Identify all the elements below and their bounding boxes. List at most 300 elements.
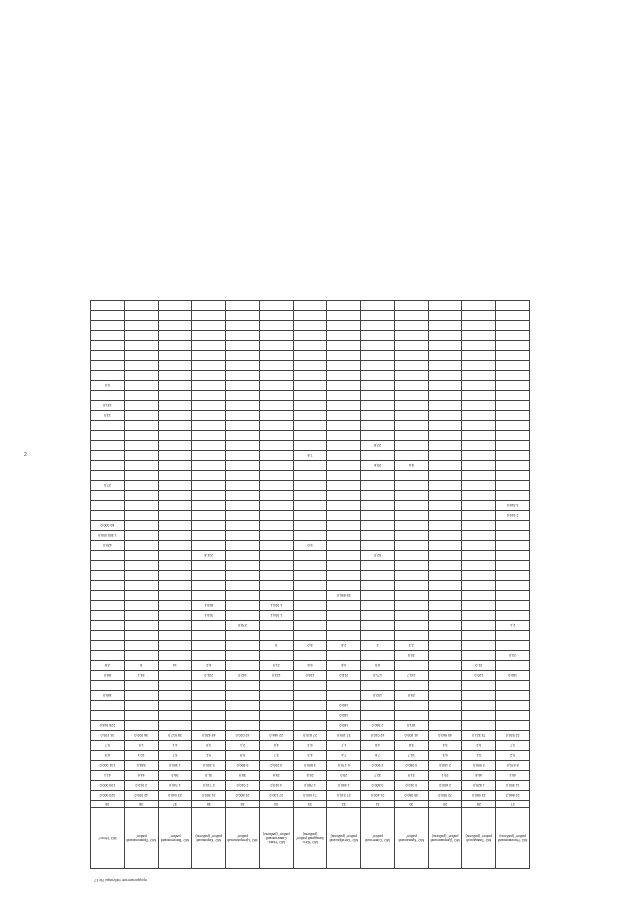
table-cell: 3 200,0 <box>259 761 293 771</box>
table-cell <box>428 531 462 541</box>
table-cell: 3,8 <box>394 741 428 751</box>
table-cell: 3,7 <box>259 751 293 761</box>
table-cell <box>327 301 361 311</box>
table-cell <box>91 441 125 451</box>
table-cell <box>226 701 260 711</box>
table-row <box>91 531 530 541</box>
table-cell <box>124 691 158 701</box>
table-cell <box>462 521 496 531</box>
table-row <box>91 641 530 651</box>
table-cell <box>462 571 496 581</box>
table-cell: 131 000,0 <box>91 761 125 771</box>
table-cell <box>226 491 260 501</box>
table-cell <box>124 651 158 661</box>
table-cell: 5,5 <box>91 381 125 391</box>
table-row <box>91 611 530 621</box>
table-cell <box>327 401 361 411</box>
table-cell <box>124 621 158 631</box>
table-cell <box>124 431 158 441</box>
table-cell <box>293 531 327 541</box>
table-cell: 231,0 <box>192 671 226 681</box>
table-cell <box>158 471 192 481</box>
table-cell <box>394 471 428 481</box>
table-cell <box>361 501 395 511</box>
table-cell <box>496 571 530 581</box>
table-cell <box>394 601 428 611</box>
table-cell: 9 <box>259 641 293 651</box>
table-cell <box>158 701 192 711</box>
table-cell: 44,6 <box>124 771 158 781</box>
table-cell <box>496 401 530 411</box>
table-cell <box>226 511 260 521</box>
table-cell <box>462 591 496 601</box>
table-cell <box>293 441 327 451</box>
table-cell <box>124 411 158 421</box>
table-cell <box>428 451 462 461</box>
table-cell: 25,6 <box>259 771 293 781</box>
table-row <box>91 461 530 471</box>
table-cell <box>496 491 530 501</box>
table-cell <box>259 311 293 321</box>
table-cell <box>327 501 361 511</box>
table-cell <box>259 651 293 661</box>
table-cell <box>394 581 428 591</box>
table-cell: 29,1 <box>428 771 462 781</box>
table-cell <box>259 621 293 631</box>
table-cell <box>327 541 361 551</box>
table-cell <box>192 541 226 551</box>
table-cell <box>259 581 293 591</box>
table-cell <box>192 591 226 601</box>
table-cell <box>327 681 361 691</box>
table-cell <box>124 551 158 561</box>
table-cell <box>462 581 496 591</box>
table-cell <box>259 721 293 731</box>
table-cell: 22 925,0 <box>496 731 530 741</box>
table-cell: 3,1 <box>462 751 496 761</box>
table-cell <box>192 321 226 331</box>
table-cell <box>192 441 226 451</box>
table-cell <box>192 511 226 521</box>
table-cell <box>361 411 395 421</box>
table-row <box>91 481 530 491</box>
table-cell <box>327 651 361 661</box>
table-cell <box>192 531 226 541</box>
column-header: МО "Октябрьский район" (районы) <box>327 808 361 869</box>
table-cell <box>124 591 158 601</box>
table-cell <box>259 361 293 371</box>
table-cell: 49 963,0 <box>428 731 462 741</box>
table-cell <box>496 721 530 731</box>
table-cell <box>192 461 226 471</box>
table-cell: 4,8 <box>327 661 361 671</box>
table-cell: 113,7 <box>394 671 428 681</box>
table-cell <box>394 301 428 311</box>
table-cell <box>496 391 530 401</box>
table-cell: 6,3 <box>293 741 327 751</box>
table-cell <box>158 521 192 531</box>
column-header: МО "Центральный район" <box>226 808 260 869</box>
table-cell <box>496 471 530 481</box>
table-cell <box>327 331 361 341</box>
table-cell <box>124 641 158 651</box>
table-cell <box>293 341 327 351</box>
table-cell <box>428 471 462 481</box>
table-cell <box>293 651 327 661</box>
table-cell: 86,0 <box>91 671 125 681</box>
table-cell <box>496 711 530 721</box>
table-cell <box>327 631 361 641</box>
table-cell: 420,0 <box>91 541 125 551</box>
table-cell <box>361 521 395 531</box>
table-cell: 27 810,0 <box>293 731 327 741</box>
table-cell <box>192 521 226 531</box>
table-cell <box>462 371 496 381</box>
table-cell <box>293 321 327 331</box>
table-cell <box>158 441 192 451</box>
column-header: МО "Ново-Савиновский район" (районы) <box>259 808 293 869</box>
table-cell <box>428 601 462 611</box>
table-cell: 13,0 <box>91 411 125 421</box>
table-cell <box>293 581 327 591</box>
table-cell: 10,1 <box>124 751 158 761</box>
table-cell <box>394 661 428 671</box>
table-cell <box>158 301 192 311</box>
table-cell <box>293 311 327 321</box>
table-cell <box>327 571 361 581</box>
table-cell <box>462 301 496 311</box>
table-cell: 60 000,0 <box>91 521 125 531</box>
table-cell <box>192 581 226 591</box>
table-cell <box>293 491 327 501</box>
table-cell: 3,7 <box>496 741 530 751</box>
table-cell <box>462 421 496 431</box>
table-cell: 815,1 <box>192 601 226 611</box>
table-cell <box>91 711 125 721</box>
table-cell <box>327 561 361 571</box>
table-cell <box>428 341 462 351</box>
table-cell <box>226 381 260 391</box>
table-cell <box>226 691 260 701</box>
table-cell <box>259 381 293 391</box>
table-cell <box>293 521 327 531</box>
page-number: 2 <box>24 452 27 458</box>
column-header: МО "Заводской район" (районы) <box>462 808 496 869</box>
table-cell <box>91 611 125 621</box>
table-row <box>91 711 530 721</box>
table-cell <box>394 511 428 521</box>
table-cell: 5,9 <box>226 751 260 761</box>
table-cell <box>259 431 293 441</box>
table-cell <box>428 711 462 721</box>
table-cell <box>192 431 226 441</box>
table-cell: 2 710,0 <box>192 781 226 791</box>
table-cell: 5,7 <box>158 751 192 761</box>
table-cell <box>91 511 125 521</box>
table-cell <box>293 471 327 481</box>
table-cell <box>327 371 361 381</box>
table-cell: 21,0 <box>259 661 293 671</box>
table-cell <box>428 691 462 701</box>
table-cell <box>496 661 530 671</box>
table-cell <box>462 491 496 501</box>
rotated-table-wrapper <box>90 383 530 885</box>
table-cell <box>462 641 496 651</box>
table-row <box>91 351 530 361</box>
table-cell <box>124 341 158 351</box>
table-cell <box>259 471 293 481</box>
table-cell <box>124 511 158 521</box>
table-cell <box>394 451 428 461</box>
table-cell <box>462 361 496 371</box>
table-cell: 4 010,0 <box>259 781 293 791</box>
column-index: 27 <box>496 801 530 808</box>
table-cell <box>361 531 395 541</box>
table-cell <box>259 561 293 571</box>
table-row <box>91 321 530 331</box>
table-cell <box>496 681 530 691</box>
table-cell <box>361 571 395 581</box>
table-cell: 2 100,0 <box>428 761 462 771</box>
table-cell: 32,7 <box>361 771 395 781</box>
table-cell <box>496 551 530 561</box>
table-cell <box>226 471 260 481</box>
table-cell <box>226 661 260 671</box>
table-cell <box>226 371 260 381</box>
table-cell: 34,1 <box>124 671 158 681</box>
table-cell <box>124 521 158 531</box>
table-cell: 120,0 <box>462 671 496 681</box>
table-cell: 35 080,0 <box>394 791 428 801</box>
table-cell <box>192 371 226 381</box>
table-cell <box>226 561 260 571</box>
table-cell: 7,6 <box>361 751 395 761</box>
table-cell <box>462 431 496 441</box>
table-cell: 126,0 <box>293 671 327 681</box>
table-cell <box>361 581 395 591</box>
table-cell: 21,0 <box>462 661 496 671</box>
table-cell: 9,1 <box>192 751 226 761</box>
table-cell <box>226 571 260 581</box>
table-cell <box>428 491 462 501</box>
table-body <box>91 301 530 801</box>
table-cell <box>293 631 327 641</box>
data-table <box>90 300 530 869</box>
table-cell <box>158 381 192 391</box>
table-cell <box>259 691 293 701</box>
table-cell: 42 000,0 <box>124 791 158 801</box>
table-cell <box>293 421 327 431</box>
table-cell <box>394 351 428 361</box>
table-cell <box>327 431 361 441</box>
table-cell: 27 210,0 <box>327 791 361 801</box>
table-row <box>91 361 530 371</box>
column-index: 34 <box>259 801 293 808</box>
table-cell <box>394 571 428 581</box>
table-cell <box>394 491 428 501</box>
table-cell: 7,4 <box>327 751 361 761</box>
table-cell: 11 300,0 <box>496 781 530 791</box>
table-cell <box>259 451 293 461</box>
table-cell: 8,6 <box>394 461 428 471</box>
table-cell: 22 866,2 <box>496 791 530 801</box>
table-cell <box>158 671 192 681</box>
table-cell: 23 040,0 <box>158 791 192 801</box>
table-cell <box>428 311 462 321</box>
table-cell <box>394 311 428 321</box>
table-cell <box>496 371 530 381</box>
table-cell <box>192 481 226 491</box>
table-cell <box>496 311 530 321</box>
table-row <box>91 511 530 521</box>
table-cell: 180,0 <box>327 701 361 711</box>
table-row <box>91 411 530 421</box>
table-cell <box>259 301 293 311</box>
table-cell <box>158 541 192 551</box>
table-cell <box>327 691 361 701</box>
table-cell <box>462 621 496 631</box>
table-cell <box>496 411 530 421</box>
table-cell: 2,1 <box>226 741 260 751</box>
table-cell <box>394 321 428 331</box>
table-row <box>91 631 530 641</box>
table-row <box>91 721 530 731</box>
table-cell: 3 800,0 <box>361 781 395 791</box>
table-cell <box>361 421 395 431</box>
table-cell: 2 360,0 <box>361 721 395 731</box>
table-row <box>91 621 530 631</box>
table-cell: 1 490,0 <box>327 781 361 791</box>
table-cell <box>428 621 462 631</box>
table-cell <box>158 591 192 601</box>
table-row <box>91 451 530 461</box>
column-index: 35 <box>226 801 260 808</box>
table-cell <box>226 351 260 361</box>
table-cell <box>259 511 293 521</box>
table-cell: 36,3 <box>158 771 192 781</box>
table-cell <box>394 711 428 721</box>
table-cell <box>361 561 395 571</box>
table-cell <box>327 321 361 331</box>
table-row <box>91 441 530 451</box>
table-cell <box>124 501 158 511</box>
table-cell <box>259 341 293 351</box>
table-cell <box>259 541 293 551</box>
column-index: 39 <box>91 801 125 808</box>
table-cell <box>91 631 125 641</box>
table-cell <box>192 491 226 501</box>
table-row <box>91 581 530 591</box>
table-cell: 171,0 <box>361 671 395 681</box>
table-cell <box>192 341 226 351</box>
table-cell <box>158 491 192 501</box>
table-cell <box>327 311 361 321</box>
table-row <box>91 471 530 481</box>
table-cell: 25,9 <box>293 771 327 781</box>
table-cell: 2 319,0 <box>496 511 530 521</box>
table-cell: 27,0 <box>91 481 125 491</box>
table-cell <box>361 711 395 721</box>
table-cell <box>496 521 530 531</box>
table-cell <box>91 451 125 461</box>
table-cell <box>428 481 462 491</box>
table-cell <box>462 391 496 401</box>
table-cell: 1 300 000,0 <box>91 531 125 541</box>
table-cell: 2,8 <box>327 641 361 651</box>
table-cell <box>462 711 496 721</box>
table-cell <box>192 331 226 341</box>
table-cell <box>361 591 395 601</box>
table-cell <box>124 321 158 331</box>
table-cell <box>91 431 125 441</box>
table-row <box>91 791 530 801</box>
table-cell <box>293 601 327 611</box>
table-cell <box>293 591 327 601</box>
table-cell <box>327 381 361 391</box>
table-cell <box>428 461 462 471</box>
table-cell <box>462 511 496 521</box>
table-cell <box>158 311 192 321</box>
table-cell <box>496 441 530 451</box>
table-cell <box>192 561 226 571</box>
table-cell <box>124 361 158 371</box>
table-cell <box>158 511 192 521</box>
table-cell <box>91 651 125 661</box>
table-cell <box>158 431 192 441</box>
table-cell: 42 020,0 <box>226 731 260 741</box>
table-cell <box>293 721 327 731</box>
table-cell <box>226 301 260 311</box>
table-cell <box>192 451 226 461</box>
table-cell: 25 850,0 <box>327 591 361 601</box>
table-cell: 180,0 <box>496 671 530 681</box>
table-cell: 36 000,0 <box>124 731 158 741</box>
table-cell: 22 464,0 <box>259 731 293 741</box>
table-cell <box>158 561 192 571</box>
table-cell <box>91 601 125 611</box>
column-index: 36 <box>192 801 226 808</box>
table-cell: 5 200,0 <box>192 761 226 771</box>
table-cell <box>361 701 395 711</box>
table-cell <box>158 411 192 421</box>
table-cell <box>394 541 428 551</box>
table-cell <box>124 441 158 451</box>
table-cell <box>192 631 226 641</box>
table-cell: 1 820,0 <box>462 781 496 791</box>
table-cell <box>192 471 226 481</box>
table-cell <box>158 571 192 581</box>
table-cell <box>293 681 327 691</box>
table-cell: 49 420,0 <box>192 731 226 741</box>
table-cell <box>158 421 192 431</box>
table-cell <box>293 501 327 511</box>
table-row <box>91 571 530 581</box>
column-header: МО "Вахитовский район" <box>158 808 192 869</box>
table-cell: 31,5 <box>394 771 428 781</box>
column-header: МО "Итого" <box>91 808 125 869</box>
table-cell: 14 <box>158 661 192 671</box>
table-cell: 6,9 <box>91 751 125 761</box>
table-cell: 3,9 <box>192 741 226 751</box>
table-cell <box>428 331 462 341</box>
table-cell <box>496 361 530 371</box>
table-cell: 2 590,0 <box>462 761 496 771</box>
table-row <box>91 421 530 431</box>
table-cell <box>192 311 226 321</box>
table-cell <box>462 651 496 661</box>
table-cell <box>124 381 158 391</box>
table-cell: 1,9 <box>124 741 158 751</box>
